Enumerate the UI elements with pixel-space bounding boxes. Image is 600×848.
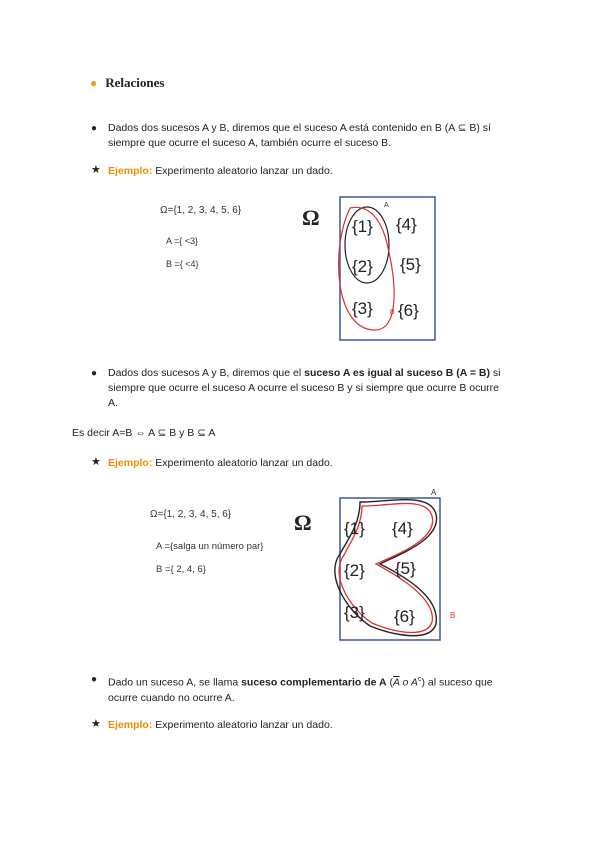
bullet-icon: ● xyxy=(91,674,98,685)
element-5: {5} xyxy=(400,255,421,274)
star-icon: ★ xyxy=(91,718,101,730)
set-b-label: B xyxy=(450,611,456,620)
bold-term: suceso A es igual al suceso B (A = B) xyxy=(304,367,490,379)
example-line xyxy=(91,718,333,732)
omega-symbol: Ω xyxy=(294,510,312,535)
example-label: Ejemplo: xyxy=(108,719,153,731)
example-line xyxy=(91,456,333,470)
example-text: Experimento aleatorio lanzar un dado. xyxy=(152,457,333,469)
set-a-label: A xyxy=(431,488,437,497)
element-4: {4} xyxy=(392,519,413,538)
set-a-definition: A ={ <3} xyxy=(166,236,199,246)
bullet-icon: ● xyxy=(91,123,98,134)
complement-superscript: c xyxy=(417,676,422,683)
element-2: {2} xyxy=(344,561,365,580)
bold-term: suceso complementario de A xyxy=(241,676,387,689)
paragraph-contenido xyxy=(91,121,491,151)
element-3: {3} xyxy=(352,299,373,318)
set-b-label: B xyxy=(390,309,395,316)
element-2: {2} xyxy=(352,257,373,276)
element-1: {1} xyxy=(344,519,365,538)
omega-set-text: Ω={1, 2, 3, 4, 5, 6} xyxy=(150,509,232,520)
set-a-label: A xyxy=(384,202,389,209)
element-3: {3} xyxy=(344,603,365,622)
paragraph-line: siempre que ocurre el suceso A ocurre el suceso B y si siempre que ocurre B ocurre xyxy=(108,382,500,394)
paragraph-line: ocurre cuando no ocurre A. xyxy=(108,691,235,704)
set-b-definition: B ={ <4} xyxy=(166,259,199,269)
omega-set-text: Ω={1, 2, 3, 4, 5, 6} xyxy=(160,205,242,216)
text-run: Dado un suceso A, se llama xyxy=(108,676,242,689)
a-complement-notation: A xyxy=(410,676,418,689)
venn-diagram-contained xyxy=(330,190,450,350)
bullet-icon: ● xyxy=(91,368,98,379)
venn-diagram-equal xyxy=(320,484,470,654)
omega-symbol: Ω xyxy=(302,205,320,230)
example-label: Ejemplo: xyxy=(108,457,153,469)
paragraph-line: siempre que ocurre el suceso A, también ocurre el suceso B. xyxy=(108,137,392,149)
element-4: {4} xyxy=(396,215,417,234)
set-a-definition: A ={salga un número par} xyxy=(156,541,264,552)
paragraph-igualdad xyxy=(91,366,501,411)
element-6: {6} xyxy=(398,301,419,320)
text-run: ) al suceso que xyxy=(421,676,493,689)
example-text: Experimento aleatorio lanzar un dado. xyxy=(152,719,333,731)
element-5: {5} xyxy=(395,559,416,578)
example-text: Experimento aleatorio lanzar un dado. xyxy=(152,165,333,177)
example-line xyxy=(91,164,333,178)
heading-text: Relaciones xyxy=(105,75,165,90)
paragraph-line xyxy=(108,366,500,381)
section-heading xyxy=(90,75,164,91)
paragraph-line: A. xyxy=(108,397,118,409)
a-bar-notation: $\overline{A}$ xyxy=(393,676,400,689)
text-run: Dados dos sucesos A y B, diremos que el xyxy=(108,367,305,379)
es-decir-line: Es decir A=B ⇔ A ⊆ B y B ⊆ A xyxy=(72,427,216,439)
paragraph-complementario xyxy=(91,672,493,706)
set-b-definition: B ={ 2, 4, 6} xyxy=(156,564,206,575)
star-icon: ★ xyxy=(91,164,101,176)
heading-bullet-icon: ● xyxy=(90,76,98,90)
star-icon: ★ xyxy=(91,456,101,468)
text-run: si xyxy=(489,367,501,379)
element-1: {1} xyxy=(352,217,373,236)
paragraph-line xyxy=(108,672,493,691)
element-6: {6} xyxy=(394,607,415,626)
paragraph-line: Dados dos sucesos A y B, diremos que el suceso A está contenido en B (A ⊆ B) sí xyxy=(108,122,491,134)
text-run: o xyxy=(399,676,411,689)
text-run: ( xyxy=(386,676,393,689)
example-label: Ejemplo: xyxy=(108,165,153,177)
